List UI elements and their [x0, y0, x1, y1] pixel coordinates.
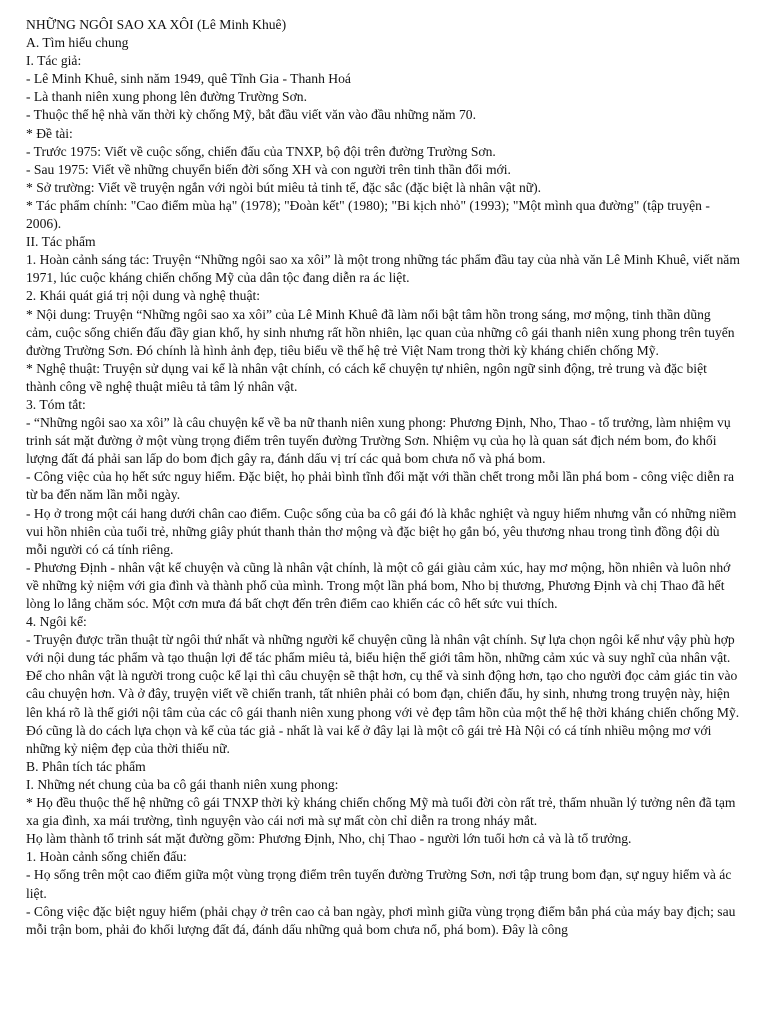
paragraph: II. Tác phẩm [26, 234, 96, 250]
paragraph: - Truyện được trần thuật từ ngôi thứ nhất và những người kể chuyện cũng là nhân vật chính. Sự lựa chọn ngôi kể như vậy phù hợp với nội dung tác phẩm và tạo thuận lợi để tác phẩm miêu tả, biểu hiện thế giới tâm hồn, những cảm xúc và suy nghĩ của nhân vật. Để cho nhân vật là người trong cuộc kể lại thì câu chuyện sẽ thật hơn, cụ thể và sinh động hơn, tạo cho người đọc cảm giác tin vào câu chuyện hơn. Và ở đây, truyện viết về chiến tranh, tất nhiên phải có bom đạn, chiến đấu, hy sinh, nhưng trong truyện này, hiện lên khá rõ là thế giới nội tâm của các cô gái thanh niên xung phong với vẻ đẹp tâm hồn của một thế hệ thời kháng chiến chống Mỹ. Đó cũng là do cách lựa chọn và kể của tác giả - nhất là vai kể ở đây lại là một cô gái trẻ Hà Nội có cá tính nhiều mộng mơ với những kỷ niệm đẹp của thời thiếu nữ. [26, 632, 740, 756]
paragraph: * Họ đều thuộc thế hệ những cô gái TNXP thời kỳ kháng chiến chống Mỹ mà tuổi đời còn rất trẻ, thấm nhuần lý tưởng nên đã tạm xa gia đình, xa mái trường, tình nguyện vào cái nơi mà sự mất còn chỉ diễn ra trong nháy mắt. [26, 795, 736, 829]
paragraph: * Nghệ thuật: Truyện sử dụng vai kể là nhân vật chính, có cách kể chuyện tự nhiên, ngôn ngữ sinh động, trẻ trung và đặc biệt thành công về nghệ thuật miêu tả tâm lý nhân vật. [26, 360, 707, 394]
paragraph: B. Phân tích tác phẩm [26, 758, 146, 774]
document-page [26, 16, 740, 939]
paragraph: 2. Khái quát giá trị nội dung và nghệ thuật: [26, 288, 261, 304]
document-title: NHỮNG NGÔI SAO XA XÔI (Lê Minh Khuê) [26, 17, 287, 32]
paragraph: * Sở trường: Viết về truyện ngắn với ngòi bút miêu tả tinh tế, đặc sắc (đặc biệt là nhân vật nữ). [26, 179, 542, 195]
paragraph: 3. Tóm tắt: [26, 396, 86, 412]
paragraph: * Nội dung: Truyện “Những ngôi sao xa xôi” của Lê Minh Khuê đã làm nổi bật tâm hồn trong sáng, mơ mộng, tinh thần dũng cảm, cuộc sống chiến đấu đầy gian khổ, hy sinh nhưng rất hồn nhiên, lạc quan của những cô gái thanh niên xung phong trên tuyến đường Trường Sơn. Đó chính là hình ảnh đẹp, tiêu biểu về thế hệ trẻ Việt Nam trong thời kỳ kháng chiến chống Mỹ. [26, 306, 735, 358]
paragraph: A. Tìm hiểu chung [26, 35, 129, 51]
paragraph: 1. Hoàn cảnh sống chiến đấu: [26, 849, 187, 865]
paragraph: - Họ sống trên một cao điểm giữa một vùng trọng điểm trên tuyến đường Trường Sơn, nơi tập trung bom đạn, sự nguy hiểm và ác liệt. [26, 867, 732, 901]
paragraph: - Thuộc thế hệ nhà văn thời kỳ chống Mỹ, bắt đầu viết văn vào đầu những năm 70. [26, 107, 476, 123]
document-body [26, 34, 740, 939]
paragraph: - Họ ở trong một cái hang dưới chân cao điểm. Cuộc sống của ba cô gái đó là khắc nghiệt và nguy hiểm nhưng vẫn có những niềm vui hồn nhiên của tuổi trẻ, những giây phút thanh thản thơ mộng và đặc biệt họ gắn bó, yêu thương nhau trong tình đồng đội dù mỗi người có cá tính riêng. [26, 505, 737, 557]
paragraph: - Lê Minh Khuê, sinh năm 1949, quê Tĩnh Gia - Thanh Hoá [26, 71, 351, 87]
paragraph: * Tác phẩm chính: "Cao điểm mùa hạ" (1978); "Đoàn kết" (1980); "Bi kịch nhỏ" (1993); "Một mình qua đường" (tập truyện - 2006). [26, 197, 710, 232]
paragraph: Họ làm thành tổ trinh sát mặt đường gồm: Phương Định, Nho, chị Thao - người lớn tuổi hơn cả và là tổ trưởng. [26, 831, 632, 847]
paragraph: 1. Hoàn cảnh sáng tác: Truyện “Những ngôi sao xa xôi” là một trong những tác phẩm đầu tay của nhà văn Lê Minh Khuê, viết năm 1971, lúc cuộc kháng chiến chống Mỹ của dân tộc đang diễn ra ác liệt. [26, 252, 740, 286]
paragraph: - Phương Định - nhân vật kể chuyện và cũng là nhân vật chính, là một cô gái giàu cảm xúc, hay mơ mộng, hồn nhiên và luôn nhớ về những kỷ niệm với gia đình và thành phố của mình. Trong một lần phá bom, Nho bị thương, Phương Định và chị Thao đã hết lòng lo lắng chăm sóc. Một cơn mưa đá bất chợt đến trên điểm cao khiến các cô hết sức vui thích. [26, 559, 731, 611]
paragraph: - Sau 1975: Viết về những chuyển biến đời sống XH và con người trên tinh thần đổi mới. [26, 161, 511, 177]
paragraph: - Công việc đặc biệt nguy hiểm (phải chạy ở trên cao cả ban ngày, phơi mình giữa vùng trọng điểm bắn phá của máy bay địch; sau mỗi trận bom, phải đo khối lượng đất đá, đánh dấu những quả bom chưa nổ, phá bom). Đây là công [26, 903, 736, 937]
paragraph: 4. Ngôi kể: [26, 614, 87, 630]
paragraph: * Đề tài: [26, 125, 73, 141]
paragraph: I. Những nét chung của ba cô gái thanh niên xung phong: [26, 776, 339, 792]
paragraph: I. Tác giả: [26, 53, 82, 69]
paragraph: - Là thanh niên xung phong lên đường Trường Sơn. [26, 89, 307, 105]
paragraph: - Trước 1975: Viết về cuộc sống, chiến đấu của TNXP, bộ đội trên đường Trường Sơn. [26, 143, 496, 159]
paragraph: - “Những ngôi sao xa xôi” là câu chuyện kể về ba nữ thanh niên xung phong: Phương Định, Nho, Thao - tổ trưởng, làm nhiệm vụ trinh sát mặt đường ở một vùng trọng điểm trên tuyến đường Trường Sơn. Nhiệm vụ của họ là quan sát địch ném bom, đo khối lượng đất đá phải san lấp do bom địch gây ra, đánh dấu vị trí các quả bom chưa nổ và phá bom. [26, 415, 731, 467]
paragraph: - Công việc của họ hết sức nguy hiểm. Đặc biệt, họ phải bình tĩnh đối mặt với thần chết trong mỗi lần phá bom - công việc diễn ra từ ba đến năm lần mỗi ngày. [26, 469, 735, 503]
